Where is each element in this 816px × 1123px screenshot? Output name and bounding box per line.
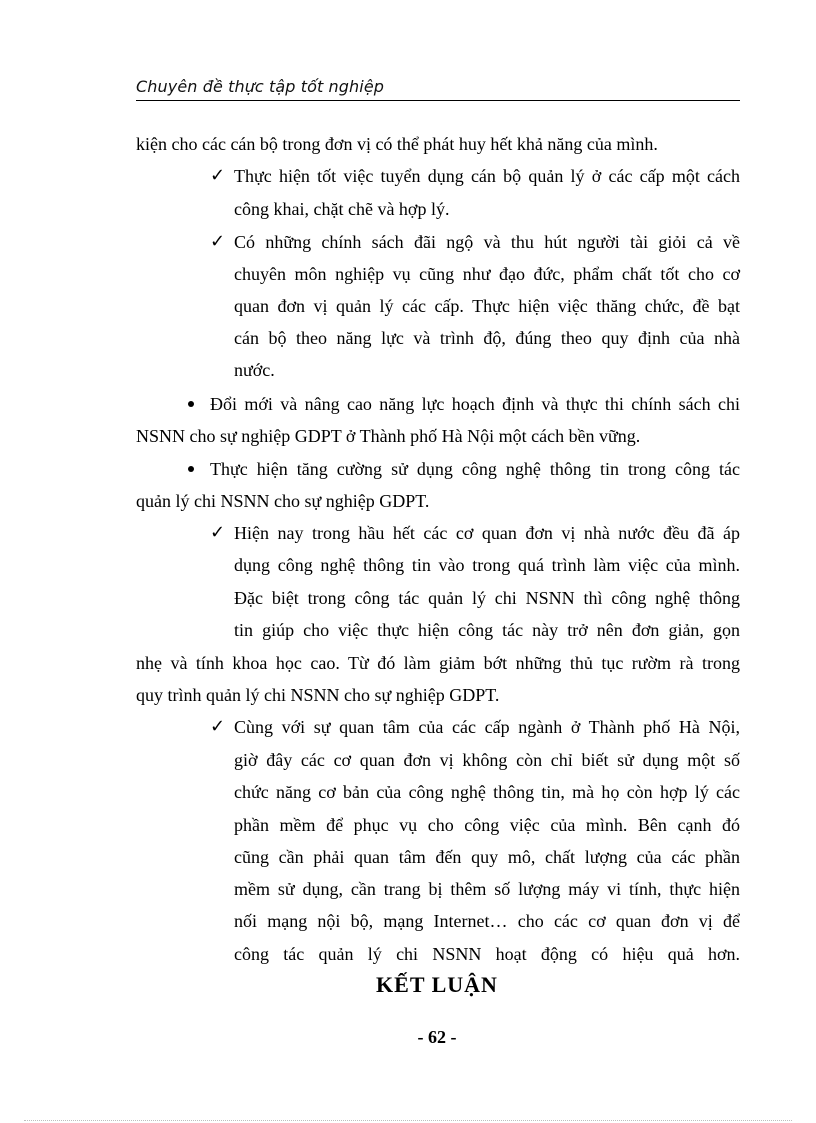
header-title: Chuyên đề thực tập tốt nghiệp: [136, 77, 385, 96]
text-line: quy trình quản lý chi NSNN cho sự nghiệp GDPT.: [136, 685, 500, 705]
text-line: mềm sử dụng, cần trang bị thêm số lượng máy vi tính, thực hiện: [234, 879, 740, 899]
text-line: chức năng cơ bản của công nghệ thông tin, mà họ còn hợp lý các: [234, 782, 740, 802]
text-line: tin giúp cho việc thực hiện công tác này trở nên đơn giản, gọn: [234, 620, 740, 640]
text-line: phần mềm để phục vụ cho công việc của mình. Bên cạnh đó: [234, 815, 740, 835]
text-line: quan đơn vị quản lý các cấp. Thực hiện việc thăng chức, đề bạt: [234, 296, 740, 316]
text-line: dụng công nghệ thông tin vào trong quá trình làm việc của mình.: [234, 555, 740, 575]
footer-divider: [24, 1120, 792, 1121]
text-line: Hiện nay trong hầu hết các cơ quan đơn vị nhà nước đều đã áp: [234, 523, 740, 543]
checkmark-icon: ✓: [210, 522, 226, 543]
text-line: NSNN cho sự nghiệp GDPT ở Thành phố Hà Nội một cách bền vững.: [136, 426, 641, 446]
page-number: - 62 -: [417, 1027, 457, 1047]
bullet-icon: [188, 466, 194, 472]
text-line: nước.: [234, 360, 275, 380]
checkmark-icon: ✓: [210, 165, 226, 186]
checkmark-icon: ✓: [210, 231, 226, 252]
text-line: Cùng với sự quan tâm của các cấp ngành ở Thành phố Hà Nội,: [234, 717, 740, 737]
text-line: nối mạng nội bộ, mạng Internet… cho các cơ quan đơn vị để: [234, 911, 740, 931]
section-heading: KẾT LUẬN: [376, 972, 498, 997]
text-line: Thực hiện tốt việc tuyển dụng cán bộ quản lý ở các cấp một cách: [234, 166, 740, 186]
bullet-icon: [188, 401, 194, 407]
text-line: giờ đây các cơ quan đơn vị không còn chỉ biết sử dụng một số: [234, 750, 740, 770]
text-line: Đặc biệt trong công tác quản lý chi NSNN thì công nghệ thông: [234, 588, 740, 608]
checkmark-icon: ✓: [210, 716, 226, 737]
text-line: công tác quản lý chi NSNN hoạt động có hiệu quả hơn.: [234, 944, 740, 964]
text-line: quản lý chi NSNN cho sự nghiệp GDPT.: [136, 491, 430, 511]
text-line: nhẹ và tính khoa học cao. Từ đó làm giảm bớt những thủ tục rườm rà trong: [136, 653, 740, 673]
text-line: công khai, chặt chẽ và hợp lý.: [234, 199, 450, 219]
text-line: cán bộ theo năng lực và trình độ, đúng theo quy định của nhà: [234, 328, 740, 348]
page-header: [136, 74, 740, 101]
text-line: kiện cho các cán bộ trong đơn vị có thể phát huy hết khả năng của mình.: [136, 134, 658, 154]
text-line: chuyên môn nghiệp vụ cũng như đạo đức, phẩm chất tốt cho cơ: [234, 264, 740, 284]
text-line: Có những chính sách đãi ngộ và thu hút người tài giỏi cả về: [234, 232, 740, 252]
text-line: Thực hiện tăng cường sử dụng công nghệ thông tin trong công tác: [210, 459, 740, 479]
text-line: Đổi mới và nâng cao năng lực hoạch định và thực thi chính sách chi: [210, 394, 740, 414]
text-line: cũng cần phải quan tâm đến quy mô, chất lượng của các phần: [234, 847, 740, 867]
